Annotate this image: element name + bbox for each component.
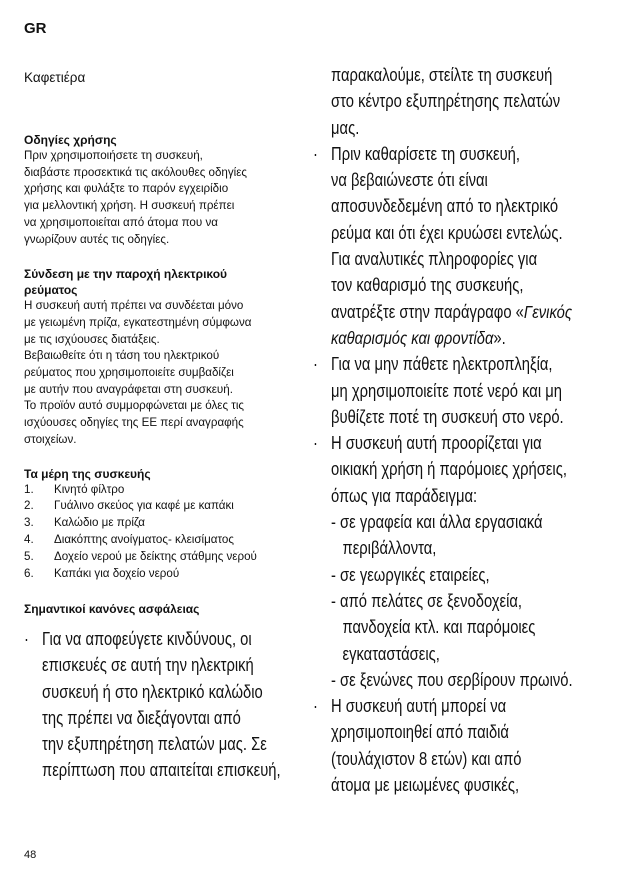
list-item [24, 515, 306, 532]
item-number: 6. [24, 567, 34, 581]
text-line: Η συσκευή αυτή μπορεί να [331, 696, 507, 717]
item-text: Καπάκι για δοχείο νερού [54, 567, 180, 581]
reference-title: καθαρισμός και φροντίδα [331, 327, 494, 348]
text-line: οικιακή χρήση ή παρόμοιες χρήσεις, [331, 459, 567, 480]
text-line: για μελλοντική χρήση. Η συσκευή πρέπει [24, 199, 235, 213]
safety-bullet-children [313, 693, 621, 798]
dash-item: - σε γραφεία και άλλα εργασιακά [331, 512, 543, 533]
reference-suffix: ». [493, 327, 506, 348]
reference-title: Γενικός [523, 301, 573, 322]
connection-text [24, 298, 306, 448]
item-number: 4. [24, 533, 34, 547]
text-line: Πριν καθαρίσετε τη συσκευή, [331, 143, 520, 164]
bullet-icon: · [313, 354, 318, 375]
text-line: ρεύματος που χρησιμοποιείτε συμβαδίζει [24, 366, 234, 380]
page-number: 48 [24, 849, 37, 861]
text-line: να χρησιμοποιείται από άτομα που να [24, 215, 218, 229]
text-line: βυθίζετε ποτέ τη συσκευή στο νερό. [331, 406, 564, 427]
dash-item: - σε γεωργικές εταιρείες, [331, 564, 490, 585]
text-line: επισκευές σε αυτή την ηλεκτρική [42, 655, 254, 676]
item-text: Διακόπτης ανοίγματος- κλεισίματος [54, 533, 234, 547]
dash-item-continuation: πανδοχεία κτλ. και παρόμοιες [342, 617, 536, 638]
dash-item: - από πελάτες σε ξενοδοχεία, [331, 590, 522, 611]
dash-item-continuation: εγκαταστάσεις, [342, 643, 440, 664]
right-column [313, 62, 573, 798]
text-line: όπως για παράδειγμα: [331, 485, 478, 506]
bullet-icon: · [313, 143, 318, 164]
connection-title [24, 266, 306, 298]
list-item [24, 482, 306, 499]
text-line [331, 325, 621, 351]
text-line [331, 299, 621, 325]
list-item [24, 532, 306, 549]
instructions-title: Οδηγίες χρήσης [24, 133, 117, 147]
list-item [24, 566, 306, 583]
text-line: της πρέπει να διεξάγονται από [42, 707, 241, 728]
text-line: άτομα με μειωμένες φυσικές, [331, 775, 520, 796]
bullet-icon: · [313, 433, 318, 454]
text-line: Για να αποφεύγετε κινδύνους, οι [42, 628, 252, 649]
product-title: Καφετιέρα [24, 70, 86, 85]
dash-item-continuation: περιβάλλοντα, [342, 538, 437, 559]
text-line: περίπτωση που απαιτείται επισκευή, [42, 760, 281, 781]
item-text: Καλώδιο με πρίζα [54, 516, 145, 530]
item-number: 5. [24, 550, 34, 564]
list-item [24, 498, 306, 515]
bullet-icon: · [24, 628, 29, 649]
text-line: ρεύμα και ότι έχει κρυώσει εντελώς. [331, 222, 563, 243]
language-header: GR [24, 20, 47, 37]
instructions-text [24, 148, 306, 248]
safety-bullet-repairs [24, 626, 341, 784]
text-line: συσκευή ή στο ηλεκτρικό καλώδιο [42, 681, 263, 702]
text-line: ισχύουσες οδηγίες της ΕΕ περί αναγραφής [24, 416, 244, 430]
text-line: αποσυνδεδεμένη από το ηλεκτρικό [331, 196, 559, 217]
reference-prefix: ανατρέξτε στην παράγραφο « [331, 301, 524, 322]
parts-list [24, 482, 306, 583]
text-line: να βεβαιώνεστε ότι είναι [331, 170, 488, 191]
safety-bullet-water [313, 351, 621, 430]
text-line: (τουλάχιστον 8 ετών) και από [331, 748, 522, 769]
bullet-icon: · [313, 696, 318, 717]
text-line: την εξυπηρέτηση πελατών μας. Σε [42, 734, 267, 755]
text-line: με γειωμένη πρίζα, εγκατεστημένη σύμφωνα [24, 315, 252, 329]
safety-bullet-household [313, 430, 621, 693]
left-column [24, 62, 306, 784]
item-text: Δοχείο νερού με δείκτης στάθμης νερού [54, 550, 257, 564]
text-line: Για αναλυτικές πληροφορίες για [331, 249, 538, 270]
text-line: μας. [331, 117, 360, 138]
text-line: τον καθαρισμό της συσκευής, [331, 275, 524, 296]
item-text: Γυάλινο σκεύος για καφέ με καπάκι [54, 499, 234, 513]
text-line: χρήσης και φυλάξτε το παρόν εγχειρίδιο [24, 182, 229, 196]
text-line: χρησιμοποιηθεί από παιδιά [331, 722, 509, 743]
text-line: στο κέντρο εξυπηρέτησης πελατών [331, 91, 561, 112]
text-line: με τις ισχύουσες διατάξεις. [24, 332, 160, 346]
item-text: Κινητό φίλτρο [54, 482, 125, 496]
text-line: στοιχείων. [24, 432, 77, 446]
text-line: Η συσκευή αυτή πρέπει να συνδέεται μόνο [24, 299, 244, 313]
text-line: γνωρίζουν αυτές τις οδηγίες. [24, 232, 170, 246]
safety-title: Σημαντικοί κανόνες ασφάλειας [24, 601, 200, 616]
safety-bullet-cleaning [313, 141, 621, 351]
text-line: Για να μην πάθετε ηλεκτροπληξία, [331, 354, 553, 375]
dash-item: - σε ξενώνες που σερβίρουν πρωινό. [331, 669, 573, 690]
item-number: 3. [24, 516, 34, 530]
text-line: διαβάστε προσεκτικά τις ακόλουθες οδηγίες [24, 165, 247, 179]
repairs-continuation [313, 62, 559, 141]
item-number: 2. [24, 499, 34, 513]
text-line: Βεβαιωθείτε ότι η τάση του ηλεκτρικού [24, 349, 220, 363]
item-number: 1. [24, 482, 34, 496]
text-line: Πριν χρησιμοποιήσετε τη συσκευή, [24, 149, 203, 162]
text-line: με αυτήν που αναγράφεται στη συσκευή. [24, 382, 233, 396]
title-line: ρεύματος [24, 283, 78, 298]
title-line: Σύνδεση με την παροχή ηλεκτρικού [24, 267, 228, 282]
parts-title: Τα μέρη της συσκευής [24, 466, 151, 481]
text-line: παρακαλούμε, στείλτε τη συσκευή [331, 65, 553, 85]
text-line: Η συσκευή αυτή προορίζεται για [331, 433, 542, 454]
text-line: Το προϊόν αυτό συμμορφώνεται με όλες τις [24, 399, 245, 413]
list-item [24, 549, 306, 566]
text-line: μη χρησιμοποιείτε ποτέ νερό και μη [331, 380, 562, 401]
